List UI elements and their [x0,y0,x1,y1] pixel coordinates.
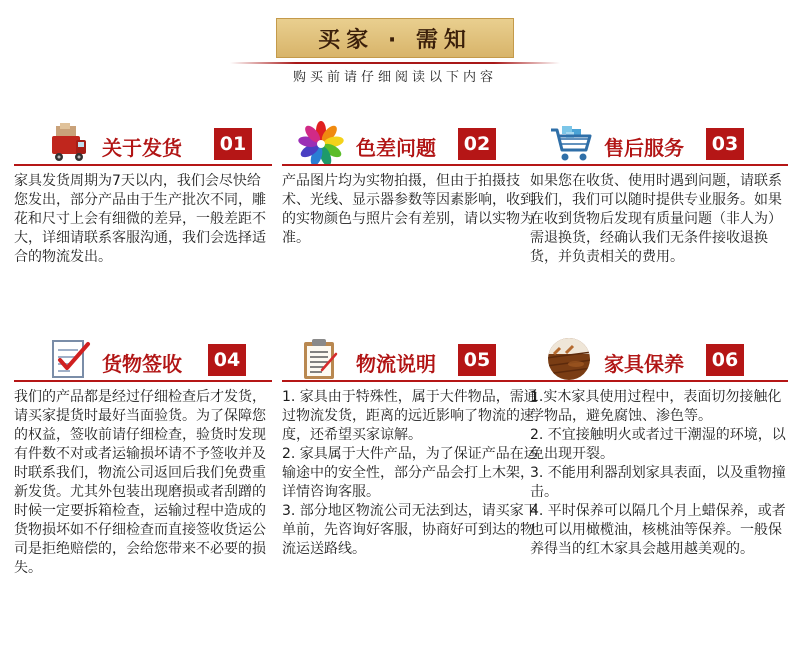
header [0,0,790,90]
card-divider [530,164,788,166]
shopping-cart-icon [548,120,594,166]
card-title: 色差问题 [356,136,436,160]
card-paragraph: 2. 家具属于大件产品，为了保证产品在运输途中的安全性，部分产品会打上木架，详情咨询客服。 [282,446,538,500]
card-header [530,336,788,386]
delivery-truck-icon [46,120,92,166]
card-number-badge: 06 [706,344,744,376]
card-title: 物流说明 [356,352,436,376]
card-number-badge: 01 [214,128,252,160]
card-header [14,120,272,170]
card-body [530,172,788,267]
card-header [14,336,272,386]
card-body [14,388,272,578]
wood-floor-icon [546,336,592,382]
card-title: 售后服务 [604,136,684,160]
card-divider [282,380,540,382]
card-divider [530,380,788,382]
page-title: 买家 · 需知 [276,18,514,58]
card-number-badge: 05 [458,344,496,376]
color-palette-icon [298,120,344,166]
card-body [530,388,788,559]
card-title: 关于发货 [102,136,182,160]
card-paragraph: 1.实木家具使用过程中，表面切勿接触化学物品，避免腐蚀、渗色等。 [530,389,782,424]
card-number-badge: 02 [458,128,496,160]
card-body [14,172,272,267]
card-header [282,120,540,170]
card-divider [282,164,540,166]
card-body [282,172,540,248]
card-header [530,120,788,170]
card-header [282,336,540,386]
card-number-badge: 04 [208,344,246,376]
card-paragraph: 2. 不宜接触明火或者过干潮湿的环境，以免出现开裂。 [530,427,786,462]
card-paragraph: 家具发货周期为7天以内，我们会尽快给您发出，部分产品由于生产批次不同，雕花和尺寸上会有细微的差异，一般差距不大，详细请联系客服沟通，我们会选择适合的物流发出。 [14,173,266,265]
card-divider [14,164,272,166]
card-paragraph: 我们的产品都是经过仔细检查后才发货，请买家提货时最好当面验货。为了保障您的权益，签收前请仔细检查，验货时发现有件数不对或者运输损坏请不予签收并及时联系我们，物流公司返回后我们免费重新发货。尤其外包装出现磨损或者刮蹭的时候一定要拆箱检查，运输过程中造成的货物损坏如不仔细检查而直接签收货运公司是拒绝赔偿的，会给您带来不必要的损失。 [14,389,266,576]
card-paragraph: 1. 家具由于特殊性，属于大件物品，需通过物流发货，距离的远近影响了物流的速度，还希望买家谅解。 [282,389,538,443]
card-paragraph: 3. 不能用利器刮划家具表面，以及重物撞击。 [530,465,786,500]
page-subtitle: 购买前请仔细阅读以下内容 [292,70,497,85]
card-paragraph: 3. 部分地区物流公司无法到达，请买家下单前，先咨询好客服，协商好可到达的物流运送路线。 [282,503,538,557]
card-title: 货物签收 [102,352,182,376]
card-body [282,388,540,559]
card-paragraph: 4. 平时保养可以隔几个月上蜡保养，或者也可以用橄榄油，核桃油等保养。一般保养得当的红木家具会越用越美观的。 [530,503,786,557]
card-paragraph: 如果您在收货、使用时遇到问题，请联系我们，我们可以随时提供专业服务。如果在收到货物后发现有质量问题（非人为）需退换货，经确认我们无条件接收退换货，并负责相关的费用。 [530,173,782,265]
title-divider [230,62,560,64]
card-number-badge: 03 [706,128,744,160]
clipboard-icon [296,336,342,382]
card-title: 家具保养 [604,352,684,376]
card-paragraph: 产品图片均为实物拍摄，但由于拍摄技术、光线、显示器参数等因素影响，收到的实物颜色与照片会有差别，请以实物为准。 [282,173,534,246]
checklist-icon [46,336,92,382]
card-divider [14,380,272,382]
